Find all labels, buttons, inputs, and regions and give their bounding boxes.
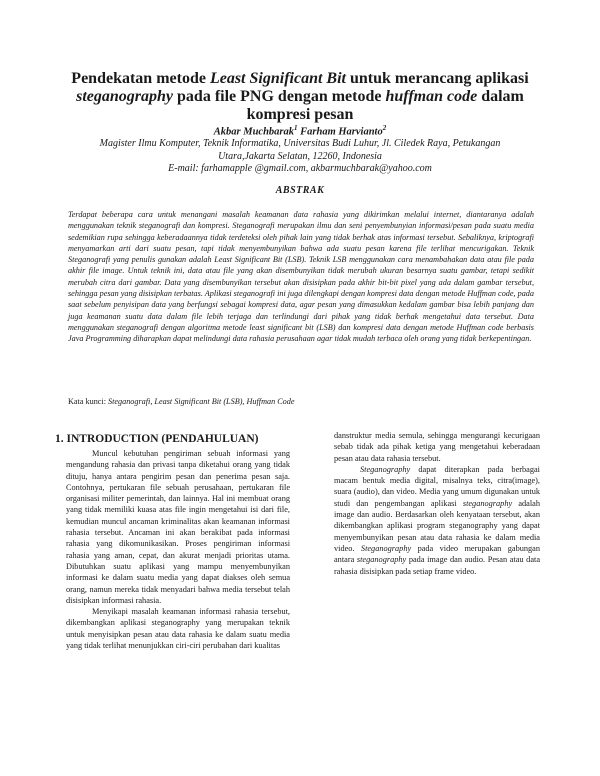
column-left	[66, 448, 290, 651]
body-paragraph: danstruktur media semula, sehingga mengurangi kecurigaan sebab tidak ada pihak ketiga yang mengetahui keberadaan pesan atau data rahasia tersebut.	[334, 431, 540, 463]
title-term-lsb: Least Significant Bit	[209, 70, 346, 87]
title-text: Pendekatan metode	[71, 70, 210, 87]
author-affil-mark: 2	[382, 124, 387, 132]
body-text: pada image dan audio. Pesan atau data rahasia disisipkan pada setiap frame video.	[334, 555, 540, 576]
keywords-value: Steganografi, Least Significant Bit (LSB), Huffman Code	[108, 397, 295, 406]
term-italic: Steganography	[360, 543, 412, 553]
body-paragraph	[334, 464, 540, 577]
author-name: Akbar Muchbarak	[213, 126, 295, 138]
affiliation-address: Magister Ilmu Komputer, Teknik Informatika, Universitas Budi Luhur, Jl. Ciledek Raya, Petukangan Utara,Jakarta Selatan, 12260, Indonesia	[99, 138, 501, 162]
term-italic: Steganography	[360, 464, 411, 474]
column-right	[334, 430, 540, 577]
title-text: pada file PNG dengan metode	[173, 88, 386, 105]
body-text: pada video merupakan gabungan antara	[334, 543, 540, 565]
body-text: adalah image dan audio. Berdasarkan oleh kenyataan tersebut, akan dikembangkan aplikasi program steganography yang dapat menyembunyikan pesan atau data rahasia ke dalam media video.	[334, 498, 540, 553]
author-list	[60, 124, 540, 138]
affiliation-block	[70, 138, 530, 176]
term-italic: steganography	[356, 555, 407, 565]
term-italic: steganography	[462, 498, 513, 508]
paper-title	[60, 70, 540, 124]
title-text: dalam kompresi pesan	[246, 88, 524, 123]
author-name: Farham Harvianto	[300, 126, 383, 138]
body-paragraph: Menyikapi masalah keamanan informasi rahasia tersebut, dikembangkan aplikasi steganography yang merupakan teknik untuk menyisipkan pesan atau data rahasia ke dalam suatu media yang tidak terlihat menunjukkan ciri-ciri perubahan dari kualitas	[66, 607, 290, 651]
affiliation-email: E-mail: farhamapple @gmail.com, akbarmuchbarak@yahoo.com	[168, 163, 432, 174]
title-term-steganography: steganography	[76, 88, 174, 105]
author-affil-mark: 1	[294, 124, 298, 132]
section-heading: 1. INTRODUCTION (PENDAHULUAN)	[55, 433, 259, 445]
keywords-label: Kata kunci:	[68, 397, 109, 406]
title-term-huffman: huffman code	[385, 88, 478, 105]
keywords-line	[68, 396, 534, 407]
abstract-text: Terdapat beberapa cara untuk menangani masalah keamanan data rahasia yang dikirimkan melalui internet, diantaranya adalah menggunakan teknik steganografi dan kompresi. Steganografi merupakan ilmu dan seni penyembunyian informasi/pesan pada suatu media sedemikian rupa sehingga keberadaannya tidak terdeteksi oleh pihak lain yang tidak berhak atas informasi tersebut. Sebaliknya, kriptografi menyamarkan arti dari suatu pesan, tapi tidak menyembunyikan bahwa ada suatu pesan karena file terlihat mencurigakan. Teknik Steganografi yang penulis gunakan adalah Least Significant Bit (LSB). Teknik LSB menggunakan cara menambahakan data atau file pada akhir file image. Untuk teknik ini, data atau file yang akan disembunyikan tidak merubah ukuran besarnya suatu gambar, tetapi sedikit merubah citra dari gambar. Data yang disembunyikan tersebut akan disisipkan pada akhir bit-bit pixel yang ada dalam gambar tersebut, sehingga pesan yang disisipkan terbatas. Aplikasi steganografi ini juga dilengkapi dengan kompresi data dengan metode Huffman code, pada saat sebelum penyisipan data yang berfungsi sebagai kompresi data, agar pesan yang dimasukkan kedalam gambar bisa lebih panjang dan juga keamanan suatu data dalam file lebih terjaga dan terlindungi dari pihak yang tidak berhak mengetahui data tersebut. Data menggunakan steganografi dengan algoritma metode least significant bit (LSB) dan kompresi data dengan metode Huffman code berbasis Java Programming diharapkan dapat melindungi data rahasia perusahaan agar tidak mudah terbaca oleh orang yang tidak berkepentingan.	[68, 210, 534, 344]
body-paragraph: Muncul kebutuhan pengiriman sebuah informasi yang mengandung rahasia dan privasi tanpa diketahui orang yang tidak dituju, hanya antara pengirim pesan dan penerima pesan saja. Contohnya, pertukaran file sebuah perusahaan, pertukaran file organisasi militer pemerintah, dan lainnya. Hal ini membuat orang yang tidak memiliki kuasa atas file ingin mengetahui isi dari file, kemudian muncul ancaman kriminalitas akan keamanan informasi rahasia tersebut. Ancaman ini akan berakibat pada informasi rahasia yang dikomunikasikan. Proses pengiriman informasi rahasia yang aman, cepat, dan akurat menjadi prioritas utama. Dibutuhkan suatu aplikasi yang mampu menyembunyikan informasi ke dalam suatu media yang dapat diakses oleh semua orang, namun mereka tidak menyadari bahwa media tersebut telah disisipkan informasi rahasia.	[66, 449, 290, 605]
title-text: untuk merancang aplikasi	[345, 70, 529, 87]
body-text: dapat diterapkan pada berbagai macam bentuk media digital, misalnya teks, citra(image), suara (audio), dan video. Media yang umum digunakan untuk studi dan pengembangan aplikasi	[334, 464, 540, 508]
abstract-heading: ABSTRAK	[275, 185, 325, 196]
